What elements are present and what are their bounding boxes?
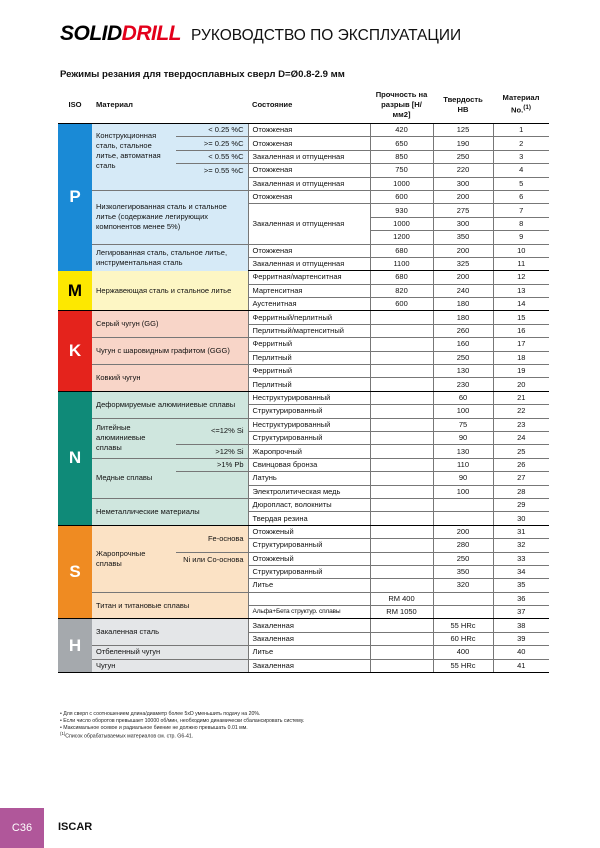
condition-cell: Ферритный <box>248 338 370 351</box>
col-material-no: Материал No.$^{(1)}$ <box>493 86 549 124</box>
hardness-cell: 280 <box>433 539 493 552</box>
strength-cell <box>370 539 433 552</box>
material-label: Жаропрочные сплавы <box>92 525 176 592</box>
strength-cell: 420 <box>370 124 433 137</box>
material-no-cell: 23 <box>493 418 549 431</box>
table-row <box>58 177 549 190</box>
material-no-cell: 38 <box>493 619 549 632</box>
material-no-cell: 36 <box>493 592 549 605</box>
hardness-cell: 55 HRc <box>433 659 493 672</box>
strength-cell <box>370 458 433 471</box>
condition-cell: Закаленная и отпущенная <box>248 204 370 244</box>
hardness-cell <box>433 498 493 511</box>
hardness-cell: 200 <box>433 190 493 203</box>
table-row <box>58 190 549 203</box>
condition-cell: Ферритная/мартенситная <box>248 271 370 284</box>
material-no-cell: 24 <box>493 431 549 444</box>
strength-cell: 600 <box>370 190 433 203</box>
condition-cell: Отожженая <box>248 190 370 203</box>
strength-cell: 680 <box>370 271 433 284</box>
sub-condition: Ni или Co-основа <box>176 552 248 592</box>
strength-cell <box>370 498 433 511</box>
material-no-cell: 6 <box>493 190 549 203</box>
footnote: $^{(1)}$Список обрабатываемых материалов см. стр. G6-41. <box>60 731 194 741</box>
material-label: Конструкционная сталь, стальное литье, автоматная сталь <box>92 124 176 178</box>
condition-cell: Латунь <box>248 472 370 485</box>
hardness-cell: 190 <box>433 137 493 150</box>
table-row <box>58 458 549 471</box>
strength-cell <box>370 552 433 565</box>
logo-solid: SOLID <box>60 22 122 45</box>
col-condition: Состояние <box>248 86 370 124</box>
condition-cell: Литье <box>248 579 370 592</box>
material-no-cell: 29 <box>493 498 549 511</box>
material-label: Низколегированная сталь и стальное литье (содержание легирующих компонентов менее 5%) <box>92 190 248 244</box>
hardness-cell: 250 <box>433 351 493 364</box>
hardness-cell: 300 <box>433 177 493 190</box>
col-strength: Прочность на разрыв [Н/мм2] <box>370 86 433 124</box>
material-no-cell: 28 <box>493 485 549 498</box>
condition-cell: Отожженая <box>248 124 370 137</box>
hardness-cell: 200 <box>433 271 493 284</box>
condition-cell: Перлитный <box>248 378 370 391</box>
material-no-cell: 27 <box>493 472 549 485</box>
hardness-cell: 110 <box>433 458 493 471</box>
condition-cell: Жаропрочный <box>248 445 370 458</box>
hardness-cell: 275 <box>433 204 493 217</box>
hardness-cell: 320 <box>433 579 493 592</box>
table-row <box>58 619 549 632</box>
hardness-cell: 180 <box>433 298 493 311</box>
table-row <box>58 244 549 257</box>
strength-cell <box>370 525 433 538</box>
hardness-cell: 100 <box>433 405 493 418</box>
material-spacer <box>176 472 248 499</box>
cutting-conditions-table <box>58 86 549 673</box>
hardness-cell <box>433 606 493 619</box>
sub-condition: <=12% Si <box>176 418 248 445</box>
strength-cell: 1100 <box>370 257 433 270</box>
condition-cell: Перлитный/мартенситный <box>248 324 370 337</box>
condition-cell: Электролитическая медь <box>248 485 370 498</box>
material-label: Деформируемые алюминиевые сплавы <box>92 391 248 418</box>
condition-cell: Альфа+Бета структур. сплавы <box>248 606 370 619</box>
material-label: Литейные алюминиевые сплавы <box>92 418 176 458</box>
hardness-cell: 200 <box>433 525 493 538</box>
material-no-cell: 13 <box>493 284 549 297</box>
hardness-cell: 55 HRc <box>433 619 493 632</box>
strength-cell <box>370 365 433 378</box>
material-label: Легированная сталь, стальное литье, инструментальная сталь <box>92 244 248 271</box>
strength-cell <box>370 659 433 672</box>
col-material: Материал <box>92 86 248 124</box>
footnote: • Максимальное осевое и радиальное биение не должно превышать 0.01 мм. <box>60 724 248 731</box>
condition-cell: Закаленная <box>248 659 370 672</box>
strength-cell <box>370 338 433 351</box>
hardness-cell: 130 <box>433 365 493 378</box>
table-row <box>58 498 549 511</box>
material-label: Чугун с шаровидным графитом (GGG) <box>92 338 248 365</box>
strength-cell <box>370 405 433 418</box>
hardness-cell: 130 <box>433 445 493 458</box>
strength-cell <box>370 351 433 364</box>
material-label: Ковкий чугун <box>92 365 248 392</box>
table-row <box>58 311 549 324</box>
material-no-cell: 30 <box>493 512 549 525</box>
condition-cell: Структурированный <box>248 539 370 552</box>
hardness-cell: 125 <box>433 124 493 137</box>
hardness-cell: 325 <box>433 257 493 270</box>
material-no-cell: 2 <box>493 137 549 150</box>
strength-cell <box>370 418 433 431</box>
condition-cell: Структурированный <box>248 565 370 578</box>
hardness-cell: 60 HRc <box>433 632 493 645</box>
condition-cell <box>248 592 370 605</box>
sub-condition: < 0.55 %C <box>176 150 248 163</box>
strength-cell <box>370 311 433 324</box>
page-title: РУКОВОДСТВО ПО ЭКСПЛУАТАЦИИ <box>191 27 462 44</box>
hardness-cell: 260 <box>433 324 493 337</box>
material-no-cell: 4 <box>493 164 549 177</box>
strength-cell: 680 <box>370 244 433 257</box>
material-no-cell: 20 <box>493 378 549 391</box>
condition-cell: Закаленная и отпущенная <box>248 177 370 190</box>
page-header <box>60 22 461 46</box>
hardness-cell: 200 <box>433 244 493 257</box>
hardness-cell: 230 <box>433 378 493 391</box>
hardness-cell: 250 <box>433 552 493 565</box>
table-title: Режимы резания для твердосплавных сверл D=Ø0.8-2.9 мм <box>60 69 345 80</box>
strength-cell: 850 <box>370 150 433 163</box>
material-no-cell: 15 <box>493 311 549 324</box>
hardness-cell: 400 <box>433 646 493 659</box>
condition-cell: Закаленная и отпущенная <box>248 257 370 270</box>
condition-cell: Закаленная <box>248 619 370 632</box>
hardness-cell: 240 <box>433 284 493 297</box>
strength-cell: RM 400 <box>370 592 433 605</box>
material-no-cell: 26 <box>493 458 549 471</box>
material-label: Неметаллические материалы <box>92 498 248 525</box>
material-no-cell: 18 <box>493 351 549 364</box>
page-number: C36 <box>0 808 44 848</box>
material-no-cell: 31 <box>493 525 549 538</box>
table-row <box>58 592 549 605</box>
strength-cell <box>370 619 433 632</box>
material-no-cell: 1 <box>493 124 549 137</box>
table-row <box>58 124 549 137</box>
footnote: • Если число оборотов превышает 10000 об/мин, необходимо динамически сбалансировать систему. <box>60 717 305 724</box>
table-row <box>58 659 549 672</box>
hardness-cell: 90 <box>433 472 493 485</box>
condition-cell: Аустенитная <box>248 298 370 311</box>
material-no-cell: 12 <box>493 271 549 284</box>
strength-cell: 1000 <box>370 217 433 230</box>
table-header-row <box>58 86 549 124</box>
iso-group-p: P <box>58 124 92 271</box>
strength-cell <box>370 431 433 444</box>
material-no-cell: 34 <box>493 565 549 578</box>
condition-cell: Структурированный <box>248 431 370 444</box>
strength-cell <box>370 445 433 458</box>
material-label: Медные сплавы <box>92 458 176 498</box>
table-row <box>58 338 549 351</box>
footnotes <box>60 711 304 741</box>
col-iso: ISO <box>58 86 92 124</box>
strength-cell: 930 <box>370 204 433 217</box>
material-no-cell: 25 <box>493 445 549 458</box>
condition-cell: Отожженая <box>248 137 370 150</box>
material-no-cell: 5 <box>493 177 549 190</box>
material-no-cell: 21 <box>493 391 549 404</box>
logo-drill: DRILL <box>121 22 181 45</box>
hardness-cell: 350 <box>433 231 493 244</box>
hardness-cell: 90 <box>433 431 493 444</box>
iso-group-s: S <box>58 525 92 619</box>
iso-group-m: M <box>58 271 92 311</box>
condition-cell: Отожженый <box>248 525 370 538</box>
sub-condition: >= 0.55 %C <box>176 164 248 177</box>
material-no-cell: 32 <box>493 539 549 552</box>
strength-cell: 820 <box>370 284 433 297</box>
condition-cell: Отожженая <box>248 164 370 177</box>
solid-drill-logo <box>60 22 181 46</box>
condition-cell: Неструктурированный <box>248 391 370 404</box>
material-no-cell: 19 <box>493 365 549 378</box>
condition-cell: Неструктурированный <box>248 418 370 431</box>
strength-cell <box>370 472 433 485</box>
hardness-cell: 300 <box>433 217 493 230</box>
condition-cell: Закаленная <box>248 632 370 645</box>
hardness-cell: 250 <box>433 150 493 163</box>
sub-condition: >= 0.25 %C <box>176 137 248 150</box>
material-no-cell: 33 <box>493 552 549 565</box>
sub-condition: Fe-основа <box>176 525 248 552</box>
table-row <box>58 525 549 538</box>
table-row <box>58 365 549 378</box>
material-no-cell: 11 <box>493 257 549 270</box>
hardness-cell: 220 <box>433 164 493 177</box>
iso-group-n: N <box>58 391 92 525</box>
condition-cell: Отожженая <box>248 244 370 257</box>
material-label: Титан и титановые сплавы <box>92 592 248 619</box>
footnote: • Для сверл с соотношением длина/диаметр более 5xD уменьшить подачу на 20%. <box>60 711 261 717</box>
condition-cell: Твердая резина <box>248 512 370 525</box>
material-label: Нержавеющая сталь и стальное литье <box>92 271 248 311</box>
material-spacer <box>92 177 248 190</box>
material-no-cell: 22 <box>493 405 549 418</box>
strength-cell: 600 <box>370 298 433 311</box>
hardness-cell: 75 <box>433 418 493 431</box>
strength-cell: 750 <box>370 164 433 177</box>
strength-cell: 650 <box>370 137 433 150</box>
sub-condition: < 0.25 %C <box>176 124 248 137</box>
condition-cell: Мартенситная <box>248 284 370 297</box>
sub-condition: >1% Pb <box>176 458 248 471</box>
hardness-cell <box>433 512 493 525</box>
sub-condition: >12% Si <box>176 445 248 458</box>
material-no-cell: 35 <box>493 579 549 592</box>
hardness-cell: 160 <box>433 338 493 351</box>
material-label: Серый чугун (GG) <box>92 311 248 338</box>
condition-cell: Дюропласт, волокниты <box>248 498 370 511</box>
hardness-cell: 350 <box>433 565 493 578</box>
table-row <box>58 391 549 404</box>
material-label: Отбеленный чугун <box>92 646 248 659</box>
material-no-cell: 41 <box>493 659 549 672</box>
material-no-cell: 8 <box>493 217 549 230</box>
hardness-cell <box>433 592 493 605</box>
material-no-cell: 14 <box>493 298 549 311</box>
condition-cell: Ферритный/перлитный <box>248 311 370 324</box>
condition-cell: Отожженый <box>248 552 370 565</box>
material-no-cell: 37 <box>493 606 549 619</box>
strength-cell <box>370 324 433 337</box>
table-row <box>58 271 549 284</box>
strength-cell: 1000 <box>370 177 433 190</box>
strength-cell <box>370 485 433 498</box>
strength-cell <box>370 512 433 525</box>
table-row <box>58 418 549 431</box>
brand-footer: ISCAR <box>58 821 93 833</box>
hardness-cell: 100 <box>433 485 493 498</box>
strength-cell <box>370 579 433 592</box>
material-no-cell: 9 <box>493 231 549 244</box>
material-label: Закаленная сталь <box>92 619 248 646</box>
strength-cell <box>370 391 433 404</box>
table-row <box>58 646 549 659</box>
condition-cell: Литье <box>248 646 370 659</box>
hardness-cell: 60 <box>433 391 493 404</box>
condition-cell: Структурированный <box>248 405 370 418</box>
iso-group-k: K <box>58 311 92 391</box>
material-no-cell: 39 <box>493 632 549 645</box>
material-no-cell: 3 <box>493 150 549 163</box>
condition-cell: Свинцовая бронза <box>248 458 370 471</box>
strength-cell: RM 1050 <box>370 606 433 619</box>
condition-cell: Перлитный <box>248 351 370 364</box>
material-no-cell: 16 <box>493 324 549 337</box>
condition-cell: Закаленная и отпущенная <box>248 150 370 163</box>
material-no-cell: 17 <box>493 338 549 351</box>
material-no-cell: 7 <box>493 204 549 217</box>
strength-cell: 1200 <box>370 231 433 244</box>
strength-cell <box>370 565 433 578</box>
hardness-cell: 180 <box>433 311 493 324</box>
condition-cell: Ферритный <box>248 365 370 378</box>
material-no-cell: 10 <box>493 244 549 257</box>
material-no-cell: 40 <box>493 646 549 659</box>
strength-cell <box>370 646 433 659</box>
strength-cell <box>370 632 433 645</box>
material-label: Чугун <box>92 659 248 672</box>
col-hardness: Твердость HB <box>433 86 493 124</box>
iso-group-h: H <box>58 619 92 673</box>
strength-cell <box>370 378 433 391</box>
